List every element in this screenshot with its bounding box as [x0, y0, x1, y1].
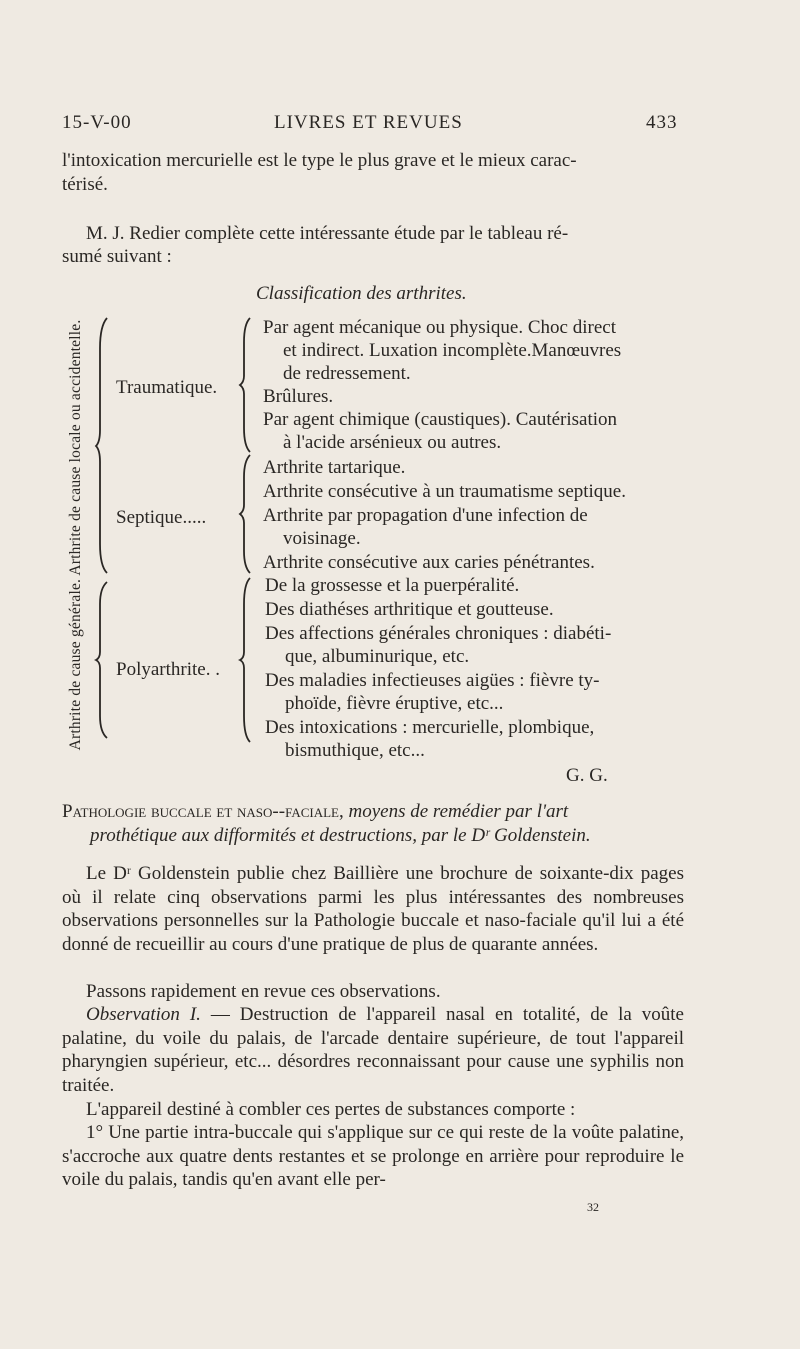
trauma-line-3: de redressement.: [283, 363, 411, 384]
trauma-line-1: Par agent mécanique ou physique. Choc direct: [263, 317, 616, 338]
article-heading-smallcaps: Pathologie buccale et naso--faciale,: [62, 801, 344, 822]
article-heading: [62, 800, 684, 848]
trauma-line-5: Par agent chimique (caustiques). Cautérisation: [263, 409, 618, 430]
poly-line-5: Des maladies infectieuses aigües : fièvre ty-: [265, 670, 600, 691]
brace-polyarthrite: [240, 578, 252, 742]
intro-line-1: l'intoxication mercurielle est le type le plus grave et le mieux carac-: [62, 150, 577, 171]
septique-line-5: Arthrite consécutive aux caries pénétrantes.: [263, 552, 595, 573]
septique-line-1: Arthrite tartarique.: [263, 457, 406, 478]
running-head-title: LIVRES ET REVUES: [274, 112, 463, 133]
septique-line-2: Arthrite consécutive à un traumatisme septique.: [263, 481, 626, 502]
poly-line-2: Des diathéses arthritique et goutteuse.: [265, 599, 554, 620]
article-heading-italic-1: moyens de remédier par l'art: [348, 801, 569, 822]
article-heading-italic-2: prothétique aux difformités et destructions, par le Dʳ Goldenstein.: [90, 825, 591, 846]
poly-line-3: Des affections générales chroniques : diabéti-: [265, 623, 612, 644]
septique-line-3: Arthrite par propagation d'une infection de: [263, 505, 588, 526]
poly-line-6: phoïde, fièvre éruptive, etc...: [285, 693, 504, 714]
side-label: Arthrite de cause générale. Arthrite de cause locale ou accidentelle.: [67, 319, 84, 751]
article-paragraph-5: 1° Une partie intra-buccale qui s'applique sur ce qui reste de la voûte palatine, s'accroche aux quatre dents restantes et se prolonge en arrière pour reproduire le voile du palais, tandis qu'en avant elle per-: [62, 1122, 684, 1191]
brace-traumatique: [240, 318, 252, 452]
table-title: Classification des arthrites.: [256, 283, 467, 304]
running-head-date: 15-V-00: [62, 112, 132, 133]
intro-p2-line-1: M. J. Redier complète cette intéressante étude par le tableau ré-: [86, 223, 569, 244]
brace-septique: [240, 455, 252, 573]
poly-line-1: De la grossesse et la puerpéralité.: [265, 575, 520, 596]
group-label-septique: Septique.....: [116, 507, 207, 528]
trauma-line-4: Brûlures.: [263, 386, 334, 407]
table-signature: G. G.: [566, 765, 608, 786]
group-label-polyarthrite: Polyarthrite. .: [116, 659, 220, 680]
poly-line-8: bismuthique, etc...: [285, 740, 425, 761]
observation-label: Observation I.: [86, 1004, 201, 1025]
article-paragraph-4: L'appareil destiné à combler ces pertes de substances comporte :: [86, 1099, 576, 1120]
intro-p2-line-2: sumé suivant :: [62, 246, 172, 267]
outer-brace-general: [96, 582, 108, 738]
group-label-traumatique: Traumatique.: [116, 377, 218, 398]
signature-mark: 32: [587, 1200, 599, 1214]
septique-line-4: voisinage.: [283, 528, 361, 549]
observation-text: — Destruction de l'appareil nasal en totalité, de la voûte palatine, du voile du palais, de l'arcade dentaire supérieure, de tout l'appareil pharyngien supérieur, etc... désordres reconnaissant pour cause une syphilis non traitée.: [62, 1004, 684, 1096]
poly-line-4: que, albuminurique, etc.: [285, 646, 470, 667]
trauma-line-2: et indirect. Luxation incomplète.Manœuvres: [283, 340, 622, 361]
poly-line-7: Des intoxications : mercurielle, plombique,: [265, 717, 595, 738]
article-paragraph-2: Passons rapidement en revue ces observations.: [86, 981, 441, 1002]
article-paragraph-3: [62, 1003, 684, 1097]
intro-line-2: térisé.: [62, 174, 108, 195]
outer-brace-local: [96, 318, 108, 573]
article-paragraph-1: Le Dʳ Goldenstein publie chez Baillière une brochure de soixante-dix pages où il relate cinq observations parmi les plus intéressantes des nombreuses observations personnelles sur la Pathologie buccale et naso-faciale qu'il lui a été donné de recueillir au cours d'une pratique de plus de quarante années.: [62, 863, 684, 955]
trauma-line-6: à l'acide arsénieux ou autres.: [283, 432, 502, 453]
page-number: 433: [646, 112, 678, 133]
